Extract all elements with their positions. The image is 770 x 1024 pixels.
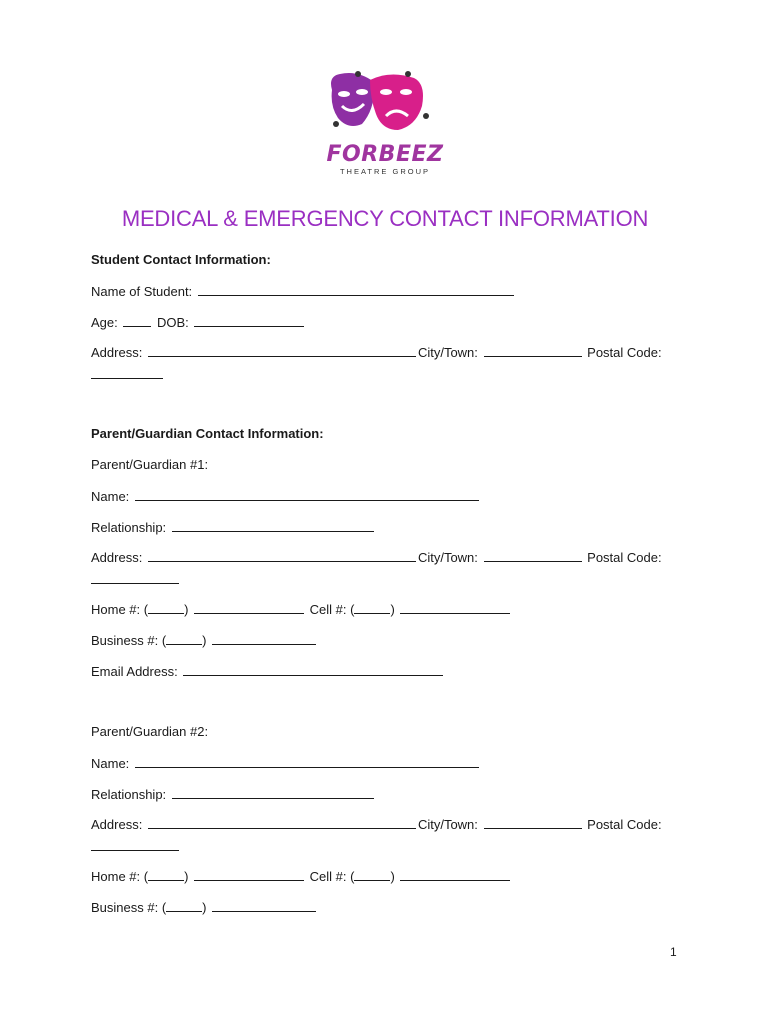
parent1-home-paren: ) (184, 602, 189, 617)
student-city-label: City/Town: (417, 345, 478, 360)
parent2-name-row (91, 755, 481, 771)
page-title: MEDICAL & EMERGENCY CONTACT INFORMATION (121, 206, 649, 231)
parent2-label: Parent/Guardian #2: (91, 724, 209, 739)
parent2-home-field[interactable] (194, 868, 304, 881)
student-name-label: Name of Student: (91, 284, 193, 299)
parent2-home-label: Home #: ( (91, 869, 149, 884)
parent2-business-label: Business #: ( (91, 900, 167, 915)
parent2-postal-label: Postal Code: (587, 817, 662, 832)
parent2-postal-row (91, 838, 181, 854)
parent1-cell-paren: ) (390, 602, 395, 617)
student-heading: Student Contact Information: (91, 252, 271, 267)
age-field[interactable] (123, 314, 151, 327)
parent1-relationship-row (91, 519, 376, 535)
student-address-label: Address: (91, 345, 143, 360)
parent1-home-area-field[interactable] (148, 601, 184, 614)
parent1-business-row (91, 632, 318, 648)
dob-field[interactable] (194, 314, 304, 327)
student-address-row (91, 344, 662, 360)
parent2-home-area-field[interactable] (148, 868, 184, 881)
student-age-row (91, 314, 306, 330)
parent1-postal-field[interactable] (91, 571, 179, 584)
parent2-cell-area-field[interactable] (354, 868, 390, 881)
student-city-field[interactable] (484, 344, 582, 357)
parent1-relationship-label: Relationship: (91, 520, 167, 535)
parent1-name-label: Name: (91, 489, 130, 504)
parent2-home-paren: ) (184, 869, 189, 884)
parent1-email-row (91, 663, 445, 679)
student-postal-row (91, 366, 165, 382)
parent1-business-paren: ) (202, 633, 207, 648)
parent1-postal-row (91, 571, 181, 587)
student-postal-label: Postal Code: (587, 345, 662, 360)
parent1-cell-area-field[interactable] (354, 601, 390, 614)
parent1-address-label: Address: (91, 550, 143, 565)
parent1-address-row (91, 549, 662, 565)
student-address-field[interactable] (148, 344, 416, 357)
parent2-relationship-row (91, 786, 376, 802)
parent2-relationship-label: Relationship: (91, 787, 167, 802)
parent1-phone-row (91, 601, 512, 617)
parent2-business-area-field[interactable] (166, 899, 202, 912)
parent1-label: Parent/Guardian #1: (91, 457, 209, 472)
parent1-cell-label: Cell #: ( (309, 602, 355, 617)
parent2-business-field[interactable] (212, 899, 316, 912)
parent1-email-field[interactable] (183, 663, 443, 676)
parent2-cell-paren: ) (390, 869, 395, 884)
dob-label: DOB: (157, 315, 189, 330)
parent1-home-label: Home #: ( (91, 602, 149, 617)
logo-subtitle: THEATRE GROUP (339, 167, 431, 176)
parent1-business-area-field[interactable] (166, 632, 202, 645)
parent2-city-label: City/Town: (417, 817, 478, 832)
student-postal-field[interactable] (91, 366, 163, 379)
parent1-city-label: City/Town: (417, 550, 478, 565)
parent1-city-field[interactable] (484, 549, 582, 562)
parent2-phone-row (91, 868, 512, 884)
forbeez-logo (318, 68, 452, 180)
parent2-address-row (91, 816, 662, 832)
parent1-cell-field[interactable] (400, 601, 510, 614)
parent1-relationship-field[interactable] (172, 519, 374, 532)
parent2-cell-label: Cell #: ( (309, 869, 355, 884)
parent1-home-field[interactable] (194, 601, 304, 614)
parent1-name-field[interactable] (135, 488, 479, 501)
parent2-address-field[interactable] (148, 816, 416, 829)
parent1-address-field[interactable] (148, 549, 416, 562)
parent2-cell-field[interactable] (400, 868, 510, 881)
parent2-relationship-field[interactable] (172, 786, 374, 799)
parent1-email-label: Email Address: (91, 664, 178, 679)
age-label: Age: (91, 315, 118, 330)
student-name-row (91, 283, 516, 299)
parent2-name-field[interactable] (135, 755, 479, 768)
parent2-postal-field[interactable] (91, 838, 179, 851)
logo-wordmark: FORBEEZ (326, 142, 444, 167)
parents-heading: Parent/Guardian Contact Information: (91, 426, 324, 441)
parent2-business-row (91, 899, 318, 915)
student-name-field[interactable] (198, 283, 514, 296)
parent2-business-paren: ) (202, 900, 207, 915)
parent2-name-label: Name: (91, 756, 130, 771)
parent1-business-field[interactable] (212, 632, 316, 645)
parent1-name-row (91, 488, 481, 504)
page-number: 1 (670, 945, 677, 959)
parent1-business-label: Business #: ( (91, 633, 167, 648)
theatre-masks-icon (318, 68, 452, 148)
parent2-city-field[interactable] (484, 816, 582, 829)
parent2-address-label: Address: (91, 817, 143, 832)
parent1-postal-label: Postal Code: (587, 550, 662, 565)
